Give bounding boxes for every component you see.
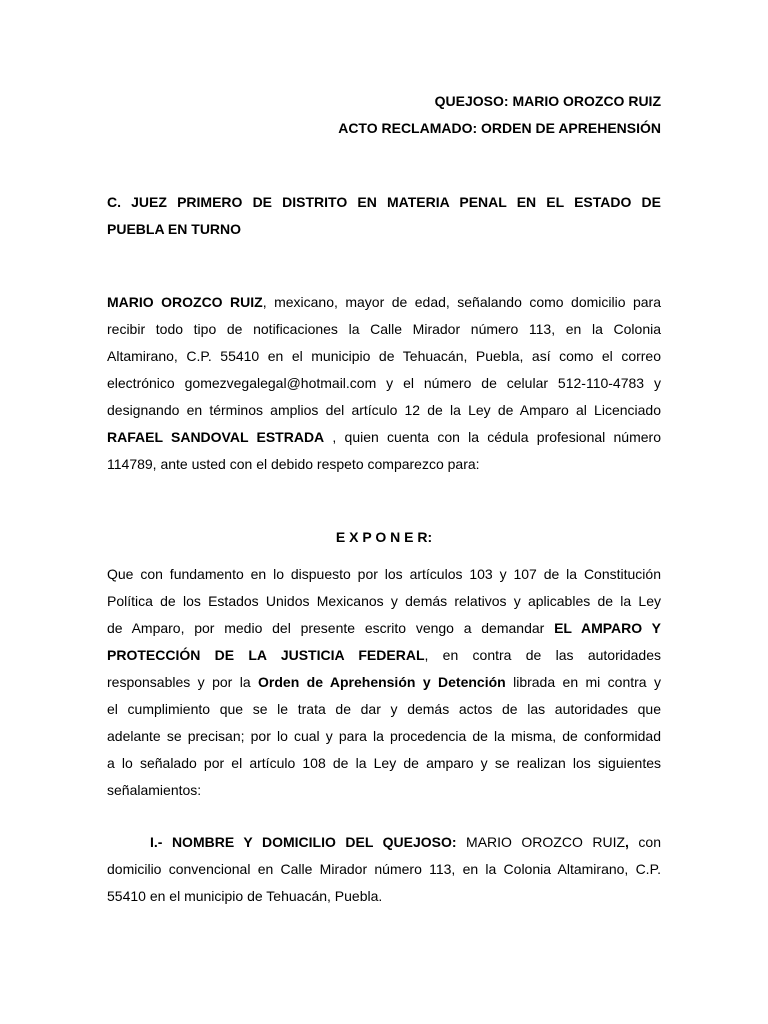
body-line-7: adelante se precisan; por lo cual y para la procedencia de la misma, de conformidad [107, 728, 661, 744]
exponer-heading: E X P O N E R: [335, 529, 433, 545]
lawyer-name: RAFAEL SANDOVAL ESTRADA [107, 429, 325, 445]
section-1-name: MARIO OROZCO RUIZ [456, 834, 626, 850]
section-1-label: I.- NOMBRE Y DOMICILIO DEL QUEJOSO: [150, 834, 457, 850]
body-bold-text: PROTECCIÓN DE LA JUSTICIA FEDERAL [107, 647, 425, 663]
body-text: responsables y por la [107, 674, 259, 690]
intro-line-4: electrónico gomezvegalegal@hotmail.com y el número de celular 512-110-4783 y [107, 375, 661, 391]
addressee-line-1: C. JUEZ PRIMERO DE DISTRITO EN MATERIA PENAL EN EL ESTADO DE [107, 194, 661, 210]
section-1-comma: , [625, 834, 629, 850]
quejoso-line: QUEJOSO: MARIO OROZCO RUIZ [434, 93, 661, 109]
body-bold-text: Orden de Aprehensión y Detención [258, 674, 506, 690]
section-1-text: con [628, 834, 661, 850]
body-text: de Amparo, por medio del presente escrito vengo a demandar [107, 620, 555, 636]
intro-line-1 [107, 293, 661, 311]
addressee-line-2: PUEBLA EN TURNO [107, 221, 242, 237]
section-1-line-2: domicilio convencional en Calle Mirador número 113, en la Colonia Altamirano, C.P. [107, 861, 661, 877]
body-text: , en contra de las autoridades [424, 647, 661, 663]
intro-line-2: recibir todo tipo de notificaciones la Calle Mirador número 113, en la Colonia [107, 321, 661, 337]
intro-line-7: 114789, ante usted con el debido respeto comparezco para: [107, 456, 480, 472]
body-line-3 [107, 619, 661, 637]
intro-text: , quien cuenta con la cédula profesional número [324, 429, 661, 445]
body-text: librada en mi contra y [505, 674, 661, 690]
quejoso-name: MARIO OROZCO RUIZ [107, 294, 263, 310]
body-line-5 [107, 673, 661, 691]
intro-text: , mexicano, mayor de edad, señalando como domicilio para [262, 294, 662, 310]
body-line-8: a lo señalado por el artículo 108 de la Ley de amparo y se realizan los siguientes [107, 755, 661, 771]
intro-line-5: designando en términos amplios del artículo 12 de la Ley de Amparo al Licenciado [107, 402, 661, 418]
intro-line-6 [107, 428, 661, 446]
body-line-2: Política de los Estados Unidos Mexicanos y demás relativos y aplicables de la Ley [107, 593, 661, 609]
body-line-4 [107, 646, 661, 664]
section-1-line-3: 55410 en el municipio de Tehuacán, Puebla. [107, 888, 383, 904]
body-line-9: señalamientos: [107, 782, 202, 798]
body-line-6: el cumplimiento que se le trata de dar y demás actos de las autoridades que [107, 701, 661, 717]
body-line-1: Que con fundamento en lo dispuesto por los artículos 103 y 107 de la Constitución [107, 566, 661, 582]
intro-line-3: Altamirano, C.P. 55410 en el municipio de Tehuacán, Puebla, así como el correo [107, 348, 661, 364]
section-1-line-1 [150, 833, 661, 851]
body-bold-text: EL AMPARO Y [554, 620, 662, 636]
acto-reclamado-line: ACTO RECLAMADO: ORDEN DE APREHENSIÓN [338, 120, 661, 136]
